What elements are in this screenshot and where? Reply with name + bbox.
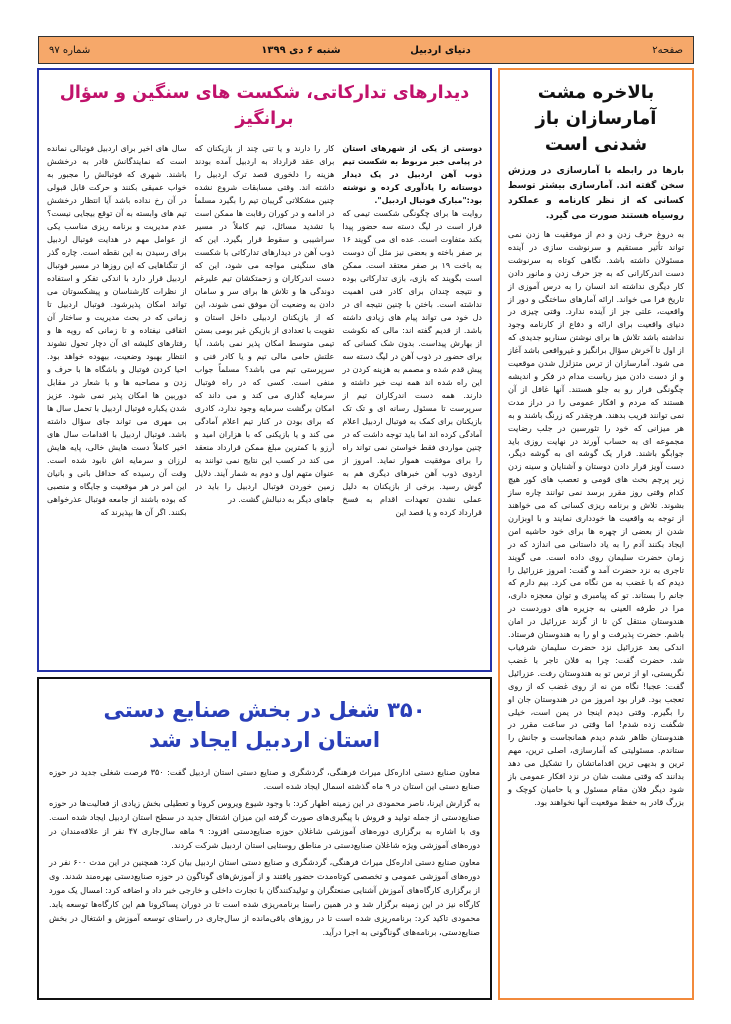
article-column-2: کار را دارند و یا تنی چند از بازیکنان که برای عقد قرارداد به اردبیل آمده بودند هزینه را دلخوری قصد ترک اردبیل را داشته اند. وقتی مسابقات شروع نشده چنین مشکلاتی گریبان تیم را بگیرد مسلماً در ادامه و در کوران رقابت ها ممکن است با تشدید مسائل، تیم کاملاً در مسیر سراشیبی و سقوط قرار بگیرد. این که ذوب آهن در دیدارهای تدارکاتی با شکست های سنگینی مواجه می شود، این که دست اندرکاران و زحمتکشان تیم علیرغم دوندگی ها و تلاش ها برای سر و سامان دادن به وضعیت آن موفق نمی شوند، این که از بازیکنان اردبیلی داخل استان و تقویت با تعدادی از بازیکن غیر بومی بستن تیمی متوسط امکان پذیر نمی باشد، آیا علتش حامی مالی تیم و یا کادر فنی و سرپرستی تیم می باشد؟ مسلماً جواب منفی است. کسی که در راه فوتبال سرمایه گذاری می کند و می داند که امکان برگشت سرمایه وجود ندارد، کادری که برای بودن در کنار تیم اعلام آمادگی می کند و یا بازیکنی که با هزاران امید و آرزو با کمترین مبلغ ممکن قرارداد منعقد می کند در کسب این نتایج نمی توانند به عنوان متهم اول و دوم به شمار آیند. دلایل زمین خوردن فوتبال اردبیل را باید در جاهای دیگر به دنبالش گشت. در	[194, 144, 335, 504]
editorial-body: به دروغ حرف زدن و دم از موفقیت ها زدن نمی تواند تأثیر مستقیم و سرنوشت سازی در آینده مسئولان داشته باشد. نگاهی کوتاه به سرنوشت دست اندرکارانی که به جز حرف زدن و مانور دادن کار دیگری نداشته اند انسان را به درس آموزی از تاریخ فرا می خواند. ارائه آمارهای ساختگی و دور از واقعیت، علتی جز از آینده ندارد. وقتی چیزی در دنیای واقعیت برای ارائه و دفاع از کارنامه وجود نداشته باشد تلاش ها برای نوشتن سناریو جدیدی که از اول تا آخرش سؤال برانگیز و غیرواقعی باشد آغاز می شود. آمارسازان از ترس متزلزل شدن موقعیت و از دست دادن میز ریاست مدام در فکر و اندیشه چگونگی فرار رو به جلو هستند. آنها غافل از آن هستند که مردم و افکار عمومی را در دراز مدت نمی توانند فریب بدهند. هرچقدر که زرنگ باشند و به هر میزانی که خود را تئورسین در جلب رضایت مجموعه ای به حساب آورند در نهایت روزی باید جوابگو باشند. قرار یک گوشه ای به گوشه دیگر، دست آویز قرار دادن دوستان و آشنایان و سینه زدن زیر پرچم بحث های قومی و تعصب های کور هیچ کدام وقتی روز مقرر برسد نمی توانند چاره ساز بشوند. تلاش و برنامه ریزی کسانی که می خواهند از توجه به واقعیت ها خودداری نمایند و با اوبزارن شدن از بعضی از چهره ها برای خود حاشیه امن ایجاد بکنند آدم را به یاد داستانی می اندازد که در زمان حضرت سلیمان روی داده است. می گویند تاجری به نزد حضرت آمد و گفت: امروز عزرائیل را دیدم که با غضب به من نگاه می کرد. بیم دارم که جانم را بستاند. تو که پیامبری و توان معجزه داری، مرا در طرفه العینی به جزیره های دوردست در هندوستان منتقل کن تا از گزند عزرائیل در امان باشم. حضرت پذیرفت و او را به هندوستان فرستاد. اندکی بعد عزرائیل نزد حضرت سلیمان شرفیاب شد. حضرت گفت: چرا به فلان تاجر با غضب نگریستی، او از ترس تو به هندوستان رفت. عزرائیل گفت: عجبا! نگاه من نه از روی غضب که از روی تعجب بود. قرار بود امروز من در هندوستان جان او را بگیرم. وقتی دیدم اینجا در یمن است، خیلی شگفت زده شدم! اما وقتی در ساعت مقرر در هندوستان ظاهر شدم دیدم همانجاست و جانش را ستاندم. مسئولیتی که آمارسازی، اصلی ترین، مهم ترین و بدیهی ترین اقداماتشان را تشکیل می دهد بدانند که وقتی مشت شان در نزد افکار عمومی باز شود دیگر فلان مقام مسئول و یا حامیان کوچک و بزرگ قادر به حفظ موقعیت آنها نخواهند بود.	[508, 229, 684, 807]
issue-date: شنبه ۶ دی ۱۳۹۹	[261, 44, 341, 56]
article-column-1	[342, 142, 482, 682]
article-lead: دوستی از یکی از شهرهای استان در پیامی خبر مربوط به شکست تیم ذوب آهن اردبیل در یک دیدار دوستانه را یادآوری کرده و نوشته بود:"مبارک فوتبال اردبیل".	[342, 144, 482, 205]
news-title-line-2: استان اردبیل ایجاد شد	[148, 728, 381, 752]
main-article	[37, 68, 492, 672]
news-paragraph-1: معاون صنایع دستی اداره‌کل میراث فرهنگی، گردشگری و صنایع دستی استان اردبیل گفت: ۳۵۰ فرصت شغلی جدید در حوزه صنایع دستی این استان در ۹ ماه گذشته اسمال ایجاد شده است.	[49, 767, 480, 791]
article-columns	[47, 142, 482, 682]
paper-name: دنیای اردبیل	[410, 44, 471, 56]
editorial-lead: بارها در رابطه با آمارسازی در ورزش سخن گفته اند. آمارسازی بیشتر توسط کسانی که از نظر کارنامه و عملکرد روسیاه هستند صورت می گیرد.	[508, 166, 684, 221]
news-box	[37, 677, 492, 1000]
editorial-title: بالاخره مشت آمارسازان باز شدنی است	[535, 82, 657, 155]
issue-number: شماره ۹۷	[49, 44, 91, 56]
news-paragraph-2: به گزارش ایرنا، ناصر محمودی در این زمینه اظهار کرد: با وجود شیوع ویروس کرونا و تعطیلی بخش زیادی از فعالیت‌ها در حوزه صنایع‌دستی از جمله تولید و فروش با پیگیری‌های صورت گرفته این میزان اشتغال جدید در سطح استان اردبیل ایجاد شده است. وی با اشاره به برگزاری دوره‌های آموزشی شاغلان حوزه صنایع‌دستی افزود: ۹ ماهه سال‌جاری ۴۷ نفر از علاقه‌مندان در دوره‌های آموزشی ویژه شاغلان صنایع‌دستی در مناطق روستایی استان اردبیل شرکت کردند.	[49, 798, 480, 850]
editorial-column	[498, 68, 694, 1000]
news-title-line-1: ۳۵۰ شغل در بخش صنایع دستی	[103, 698, 426, 722]
main-article-title: دیدارهای تدارکاتی، شکست های سنگین و سؤال برانگیز	[59, 83, 470, 129]
article-column-3: سال های اخیر برای اردبیل فوتبالی نمانده است که نمایندگانش قادر به درخشش باشند. شهری که فوتبالش را مجبور به خواب عمیقی بکنند و حرکت قابل قبولی در آن رخ نداده باشد آیا انتظار درخشش تیم های وابسته به آن توقع بیجایی نیست؟ عدم مدیریت و برنامه ریزی مناسب یکی از عوامل مهم در هدایت فوتبال اردبیل برای رسیدن به این نقطه است. چاره گذر از تنگناهایی که این روزها در مسیر فوتبال اردبیل قرار دارد با اندکی تفکر و استفاده از نظرات کارشناسان و پیشکسوتان می تواند امکان پذیرشود. فوتبال اردبیل تا زمانی که در بحث مدیریت و ساختار آن اتفاقی نیفتاده و تا زمانی که رویه ها و رفتارهای کلیشه ای آن دچار تحول نشوند انتظار بهبود وضعیت، بیهوده خواهد بود. احیا کردن فوتبال و باشگاه ها با حرف و زدن و مصاحبه ها و با شعار در مقابل دوربین ها امکان پذیر نمی شود. عزیز شدن یکباره فوتبال اردبیل با تحمل سال ها بی مهری می تواند جای سؤال داشته باشد. فوتبال اردبیل با اقدامات سال های اخیر کاملاً دست هایش خالی، پایه هایش لرزان و سرمایه اش نابود شده است. وقت آن رسیده که حداقل بانی و بانیان این امر در هر موقعیت و جایگاه و منصبی که بوده باشند از جامعه فوتبال عذرخواهی بکنند. اگر آن ها بپذیرند که	[46, 144, 187, 517]
page-header	[38, 36, 694, 64]
page-number: صفحه۲	[652, 44, 683, 56]
news-paragraph-3: معاون صنایع دستی اداره‌کل میراث فرهنگی، گردشگری و صنایع دستی استان اردبیل بیان کرد: همچنین در این مدت ۶۰۰ نفر در دوره‌های آموزشی عمومی و تخصصی کوتاه‌مدت حضور یافتند و از آموزش‌های گوناگون در حوزه صنایع‌دستی بهره‌مند شدند. وی از برگزاری کارگاه‌های آموزش آشنایی صنعتگران و تولیدکنندگان با تجارت داخلی و خارجی خبر داد و اضافه کرد: امسال یک مورد کارگاه نیز در این زمینه برگزار شد و در همین راستا برنامه‌ریزی شده است تا در دوران پساکرونا هم این کارگاه‌ها توسعه یابد. محمودی تاکید کرد: برنامه‌ریزی شده است تا در روزهای باقی‌مانده از سال‌جاری در راستای توسعه آموزش و اشتغال در بخش صنایع‌دستی، برنامه‌های گوناگونی به اجرا درآید.	[49, 857, 480, 937]
article-column-1-text: روایت ها برای چگونگی شکست تیمی که قرار است در لیگ دسته سه حضور پیدا بکند متفاوت است. عده ای می گویند ۱۶ بر صفر باخته و بعضی نیز مثل آن دوست به باخت ۱۹ بر صفر معتقد است. ممکن است بگویند که بازی، بازی تدارکاتی بوده و نتیجه چندان برای کادر فنی اهمیت نداشته است. باختن با چنین نتیجه ای در دل خود می تواند پیام های زیادی داشته باشد. از قدیم گفته اند: مالی که نکوشت از بهارش پیداست. بدون شک کسانی که برای حضور در ذوب آهن در لیگ دسته سه پیش قدم شده و مصمم به هزینه کردن در این راه شده اند همه نیت خیر داشته و دارند. همه دست اندرکاران تیم از سرپرست تا مسئول رسانه ای و تک تک بازیکنان برای کمک به فوتبال اردبیل اعلام آمادگی کرده اند اما باید توجه داشت که در چنین مواردی فقط خواستن نمی تواند راه را برای موفقیت هموار نماید. امروز از اردوی ذوب آهن خبرهای دیگری هم به گوش رسید. برخی از بازیکنان به دلیل عملی نشدن تعهدات اقدام به فسخ قرارداد کرده و یا قصد این	[342, 209, 482, 517]
